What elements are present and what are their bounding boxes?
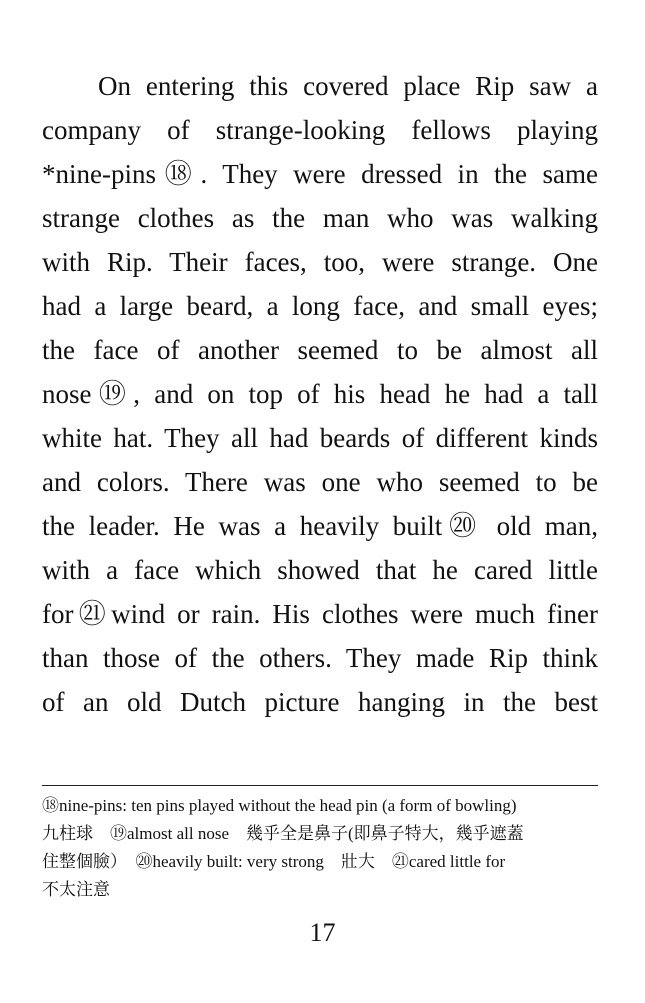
body-line: On entering this covered place Rip saw a [98, 71, 598, 101]
body-line: with Rip. Their faces, too, were strange. One [42, 247, 598, 277]
footnote-line: ⑱nine-pins: ten pins played without the head pin (a form of bowling) [42, 796, 517, 815]
body-line: the leader. He was a heavily built⑳ old man, [42, 511, 598, 541]
body-line: and colors. There was one who seemed to be [42, 467, 598, 497]
footnote-line: 九柱球 ⑲almost all nose 幾乎全是鼻子(即鼻子特大，幾乎遮蓋 [42, 824, 524, 843]
body-line: white hat. They all had beards of different kinds [42, 423, 598, 453]
page-number: 17 [309, 918, 336, 947]
body-line: than those of the others. They made Rip think [42, 643, 598, 673]
footnote-line: 不太注意 [42, 880, 110, 899]
body-line: *nine-pins⑱. They were dressed in the same [42, 159, 598, 189]
footnote-line: 住整個臉） ⑳heavily built: very strong 壯大 ㉑cared little for [42, 852, 506, 871]
footnotes [42, 792, 602, 904]
body-line: company of strange-looking fellows playing [42, 115, 598, 145]
body-line: had a large beard, a long face, and small eyes; [42, 291, 598, 321]
body-line: of an old Dutch picture hanging in the best [42, 687, 598, 717]
body-line: nose⑲, and on top of his head he had a tall [42, 379, 598, 409]
body-line: the face of another seemed to be almost all [42, 335, 598, 365]
body-paragraph [42, 64, 598, 724]
footnote-divider [42, 785, 598, 786]
body-line: with a face which showed that he cared little [42, 555, 598, 585]
body-line: strange clothes as the man who was walking [42, 203, 598, 233]
body-line: for㉑wind or rain. His clothes were much finer [42, 599, 598, 629]
